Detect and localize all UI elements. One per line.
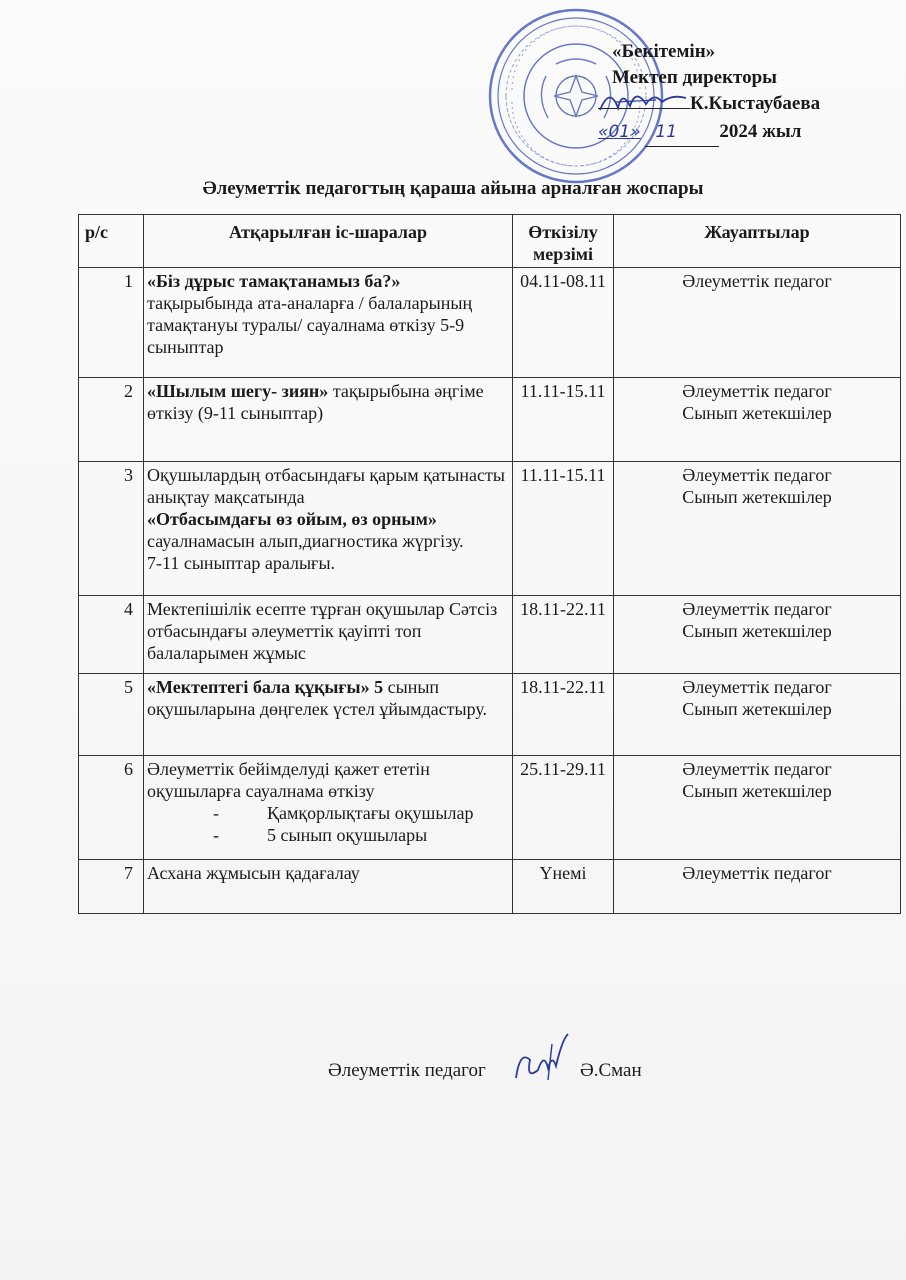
activity-intro: Оқушылардың отбасындағы қарым қатынасты анықтау мақсатында — [147, 465, 505, 507]
activity-title: «Шылым шегу- зиян» — [147, 381, 329, 401]
row-activity — [144, 462, 513, 596]
activity-text: сынып оқушыларына дөңгелек үстел ұйымдастыру. — [147, 677, 488, 719]
row-num: 7 — [79, 860, 144, 914]
responsible-1: Әлеуметтік педагог — [682, 271, 832, 291]
activity-text-2: 7-11 сыныптар аралығы. — [147, 553, 336, 573]
row-responsible — [614, 268, 901, 378]
row-num: 2 — [79, 378, 144, 462]
activity-title: «Отбасымдағы өз ойым, өз орным» — [147, 509, 437, 529]
responsible-2: Сынып жетекшілер — [682, 403, 832, 423]
responsible-2: Сынып жетекшілер — [682, 487, 832, 507]
director-signature — [596, 80, 696, 120]
row-num: 5 — [79, 674, 144, 756]
approval-date — [598, 118, 801, 147]
activity-text: тақырыбына әңгіме өткізу (9-11 сыныптар) — [147, 381, 484, 423]
table-row — [79, 756, 901, 860]
list-item: - Қамқорлықтағы оқушылар — [147, 802, 509, 824]
row-date: 25.11-29.11 — [513, 756, 614, 860]
activity-title: «Мектептегі бала құқығы» 5 — [147, 677, 384, 697]
table-row — [79, 378, 901, 462]
activity-title: «Біз дұрыс тамақтанамыз ба?» — [147, 271, 401, 291]
responsible-1: Әлеуметтік педагог — [682, 677, 832, 697]
activity-text: сауалнамасын алып,диагностика жүргізу. — [147, 531, 464, 551]
table-row — [79, 674, 901, 756]
row-activity — [144, 268, 513, 378]
pedagog-signature — [508, 1030, 580, 1088]
row-responsible — [614, 756, 901, 860]
row-date: 11.11-15.11 — [513, 462, 614, 596]
approval-date-year: 2024 жыл — [719, 121, 802, 142]
row-activity — [144, 378, 513, 462]
responsible-1: Әлеуметтік педагог — [682, 381, 832, 401]
plan-table — [78, 214, 901, 914]
page-title: Әлеуметтік педагогтың қараша айына арналған жоспары — [202, 178, 704, 199]
table-row — [79, 268, 901, 378]
row-date: 04.11-08.11 — [513, 268, 614, 378]
header-responsible: Жауаптылар — [614, 215, 901, 268]
activity-text: тақырыбында ата-аналарға / балаларының тамақтануы туралы/ сауалнама өткізу 5-9 сыныптар — [147, 293, 473, 357]
header-num: р/с — [79, 215, 144, 268]
activity-text: Әлеуметтік бейімделуді қажет ететін оқушыларға сауалнама өткізу — [147, 759, 430, 801]
responsible-1: Әлеуметтік педагог — [682, 599, 832, 619]
row-date: Үнемі — [513, 860, 614, 914]
approval-heading: «Бекітемін» — [612, 41, 716, 62]
row-responsible — [614, 462, 901, 596]
responsible-1: Әлеуметтік педагог — [682, 465, 832, 485]
row-num: 6 — [79, 756, 144, 860]
responsible-2: Сынып жетекшілер — [682, 621, 832, 641]
responsible-2: Сынып жетекшілер — [682, 699, 832, 719]
row-date: 11.11-15.11 — [513, 378, 614, 462]
responsible-1: Әлеуметтік педагог — [682, 863, 832, 883]
row-num: 3 — [79, 462, 144, 596]
row-date: 18.11-22.11 — [513, 596, 614, 674]
director-name: К.Кыстаубаева — [690, 93, 821, 114]
table-row — [79, 596, 901, 674]
signer-name: Ә.Сман — [580, 1060, 642, 1081]
row-responsible — [614, 378, 901, 462]
header-activity: Атқарылған іс-шаралар — [144, 215, 513, 268]
row-num: 4 — [79, 596, 144, 674]
approval-position: Мектеп директоры — [612, 67, 778, 88]
table-header-row — [79, 215, 901, 268]
responsible-2: Сынып жетекшілер — [682, 781, 832, 801]
row-activity — [144, 756, 513, 860]
row-activity: Мектепішілік есепте тұрған оқушылар Сәтсіз отбасындағы әлеуметтік қауіпті топ балаларымен жұмыс — [144, 596, 513, 674]
table-row — [79, 462, 901, 596]
signer-role: Әлеуметтік педагог — [328, 1060, 486, 1081]
row-responsible — [614, 674, 901, 756]
responsible-1: Әлеуметтік педагог — [682, 759, 832, 779]
row-activity: Асхана жұмысын қадағалау — [144, 860, 513, 914]
table-row — [79, 860, 901, 914]
row-responsible — [614, 860, 901, 914]
row-num: 1 — [79, 268, 144, 378]
row-responsible — [614, 596, 901, 674]
activity-sublist — [147, 802, 509, 846]
approval-date-month: 11 — [645, 119, 719, 147]
row-activity — [144, 674, 513, 756]
header-date: Өткізілу мерзімі — [513, 215, 614, 268]
approval-date-day: «01» — [598, 122, 641, 142]
row-date: 18.11-22.11 — [513, 674, 614, 756]
list-item: - 5 сынып оқушылары — [147, 824, 509, 846]
